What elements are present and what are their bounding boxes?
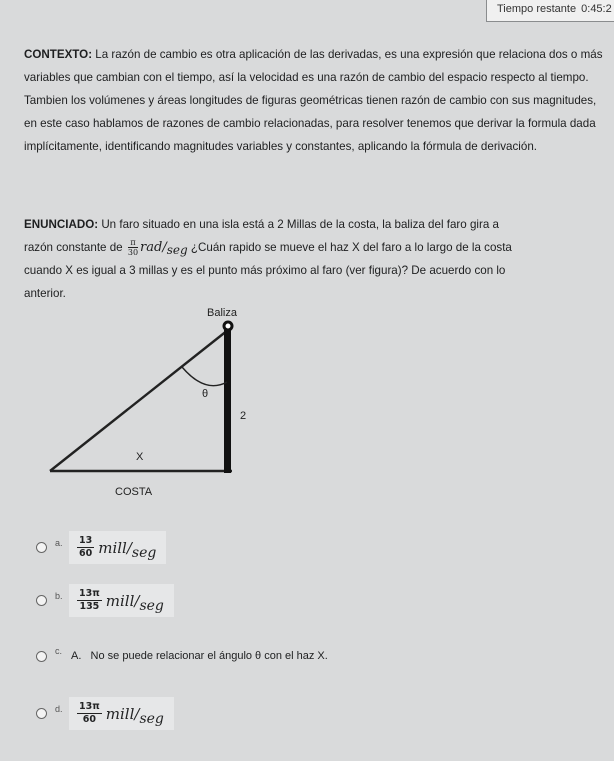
beacon-dot [224, 322, 232, 330]
timer-label: Tiempo restante [497, 3, 577, 15]
option-a-radio[interactable] [36, 542, 47, 553]
statement-line3: cuando X es igual a 3 millas y es el punto más próximo al faro (ver figura)? De acuerdo con lo [24, 264, 506, 277]
option-d[interactable] [36, 697, 174, 730]
option-d-letter: d. [55, 703, 63, 714]
statement-line4: anterior. [24, 287, 66, 300]
context-body: La razón de cambio es otra aplicación de las derivadas, es una expresión que relaciona dos o más variables que cambian con el tiempo, así la velocidad es una razón de cambio del espacio respecto al tiempo. Tambien los volúmenes y áreas longitudes de figuras geométricas tienen razón de cambio con sus magnitudes, en este caso hablamos de razones de cambio relacionadas, para resolver tenemos que derivar la formula dada implícitamente, identificando magnitudes variables y constantes, aplicando la fórmula de derivación. [24, 48, 603, 153]
option-b-radio[interactable] [36, 595, 47, 606]
context-paragraph [24, 43, 604, 158]
option-a-numerator: 13 [79, 535, 93, 546]
option-c-text: A. No se puede relacionar el ángulo θ con el haz X. [71, 650, 328, 662]
timer-value: 0:45:2 [581, 3, 612, 15]
option-a-letter: a. [55, 537, 63, 548]
statement-paragraph [24, 213, 604, 305]
option-a-fraction [77, 535, 94, 560]
beam-line [50, 330, 228, 471]
option-a[interactable] [36, 531, 166, 564]
option-d-fraction [77, 701, 102, 726]
option-b-answer[interactable] [69, 584, 174, 617]
time-remaining [486, 0, 614, 22]
context-heading: CONTEXTO: [24, 48, 93, 61]
statement-post-rate: ¿Cuán rapido se mueve el haz X del faro a lo largo de la costa [190, 241, 512, 254]
option-a-denominator: 60 [79, 548, 93, 559]
triangle-diagram [30, 300, 270, 500]
rate-unit-bottom: seg [166, 243, 188, 257]
statement-pre-rate: razón constante de [24, 241, 123, 254]
base-label: X [136, 451, 144, 463]
rate-unit-top: rad [140, 240, 163, 255]
angle-arc [182, 367, 227, 386]
option-d-radio[interactable] [36, 708, 47, 719]
option-c[interactable] [36, 646, 338, 666]
option-c-letter: c. [55, 646, 63, 656]
option-a-unit-bottom: seg [131, 544, 157, 561]
option-b-unit-top: mill [105, 591, 135, 610]
rate-fraction [128, 238, 138, 257]
angle-label: θ [202, 388, 209, 400]
option-b-unit-bottom: seg [139, 597, 164, 614]
lighthouse-figure [30, 300, 270, 500]
option-d-answer[interactable] [69, 697, 174, 730]
rate-unit: rad/seg [140, 240, 188, 257]
option-d-unit: mill/seg [105, 704, 164, 727]
lighthouse-post [224, 330, 231, 473]
option-b-numerator: 13π [79, 588, 100, 599]
height-label: 2 [240, 410, 247, 422]
rate-denominator: 30 [127, 248, 139, 258]
option-a-unit-top: mill [98, 538, 127, 557]
beacon-label: Baliza [207, 307, 237, 319]
option-d-unit-top: mill [105, 704, 135, 723]
option-c-answer[interactable] [69, 646, 338, 666]
option-d-numerator: 13π [79, 701, 100, 712]
option-d-unit-bottom: seg [139, 710, 164, 727]
statement-heading: ENUNCIADO: [24, 218, 99, 231]
option-d-denominator: 60 [82, 714, 96, 725]
option-c-radio[interactable] [36, 651, 47, 662]
option-b-letter: b. [55, 590, 63, 601]
rate-numerator: π [128, 238, 138, 248]
coast-label: COSTA [115, 486, 153, 498]
option-b-fraction [77, 588, 102, 613]
statement-line1: Un faro situado en una isla está a 2 Millas de la costa, la baliza del faro gira a [101, 218, 499, 231]
option-a-answer[interactable] [69, 531, 166, 564]
option-b-denominator: 135 [79, 601, 100, 612]
option-b-unit: mill/seg [105, 591, 164, 614]
option-a-unit: mill/seg [98, 538, 157, 561]
option-b[interactable] [36, 584, 174, 617]
